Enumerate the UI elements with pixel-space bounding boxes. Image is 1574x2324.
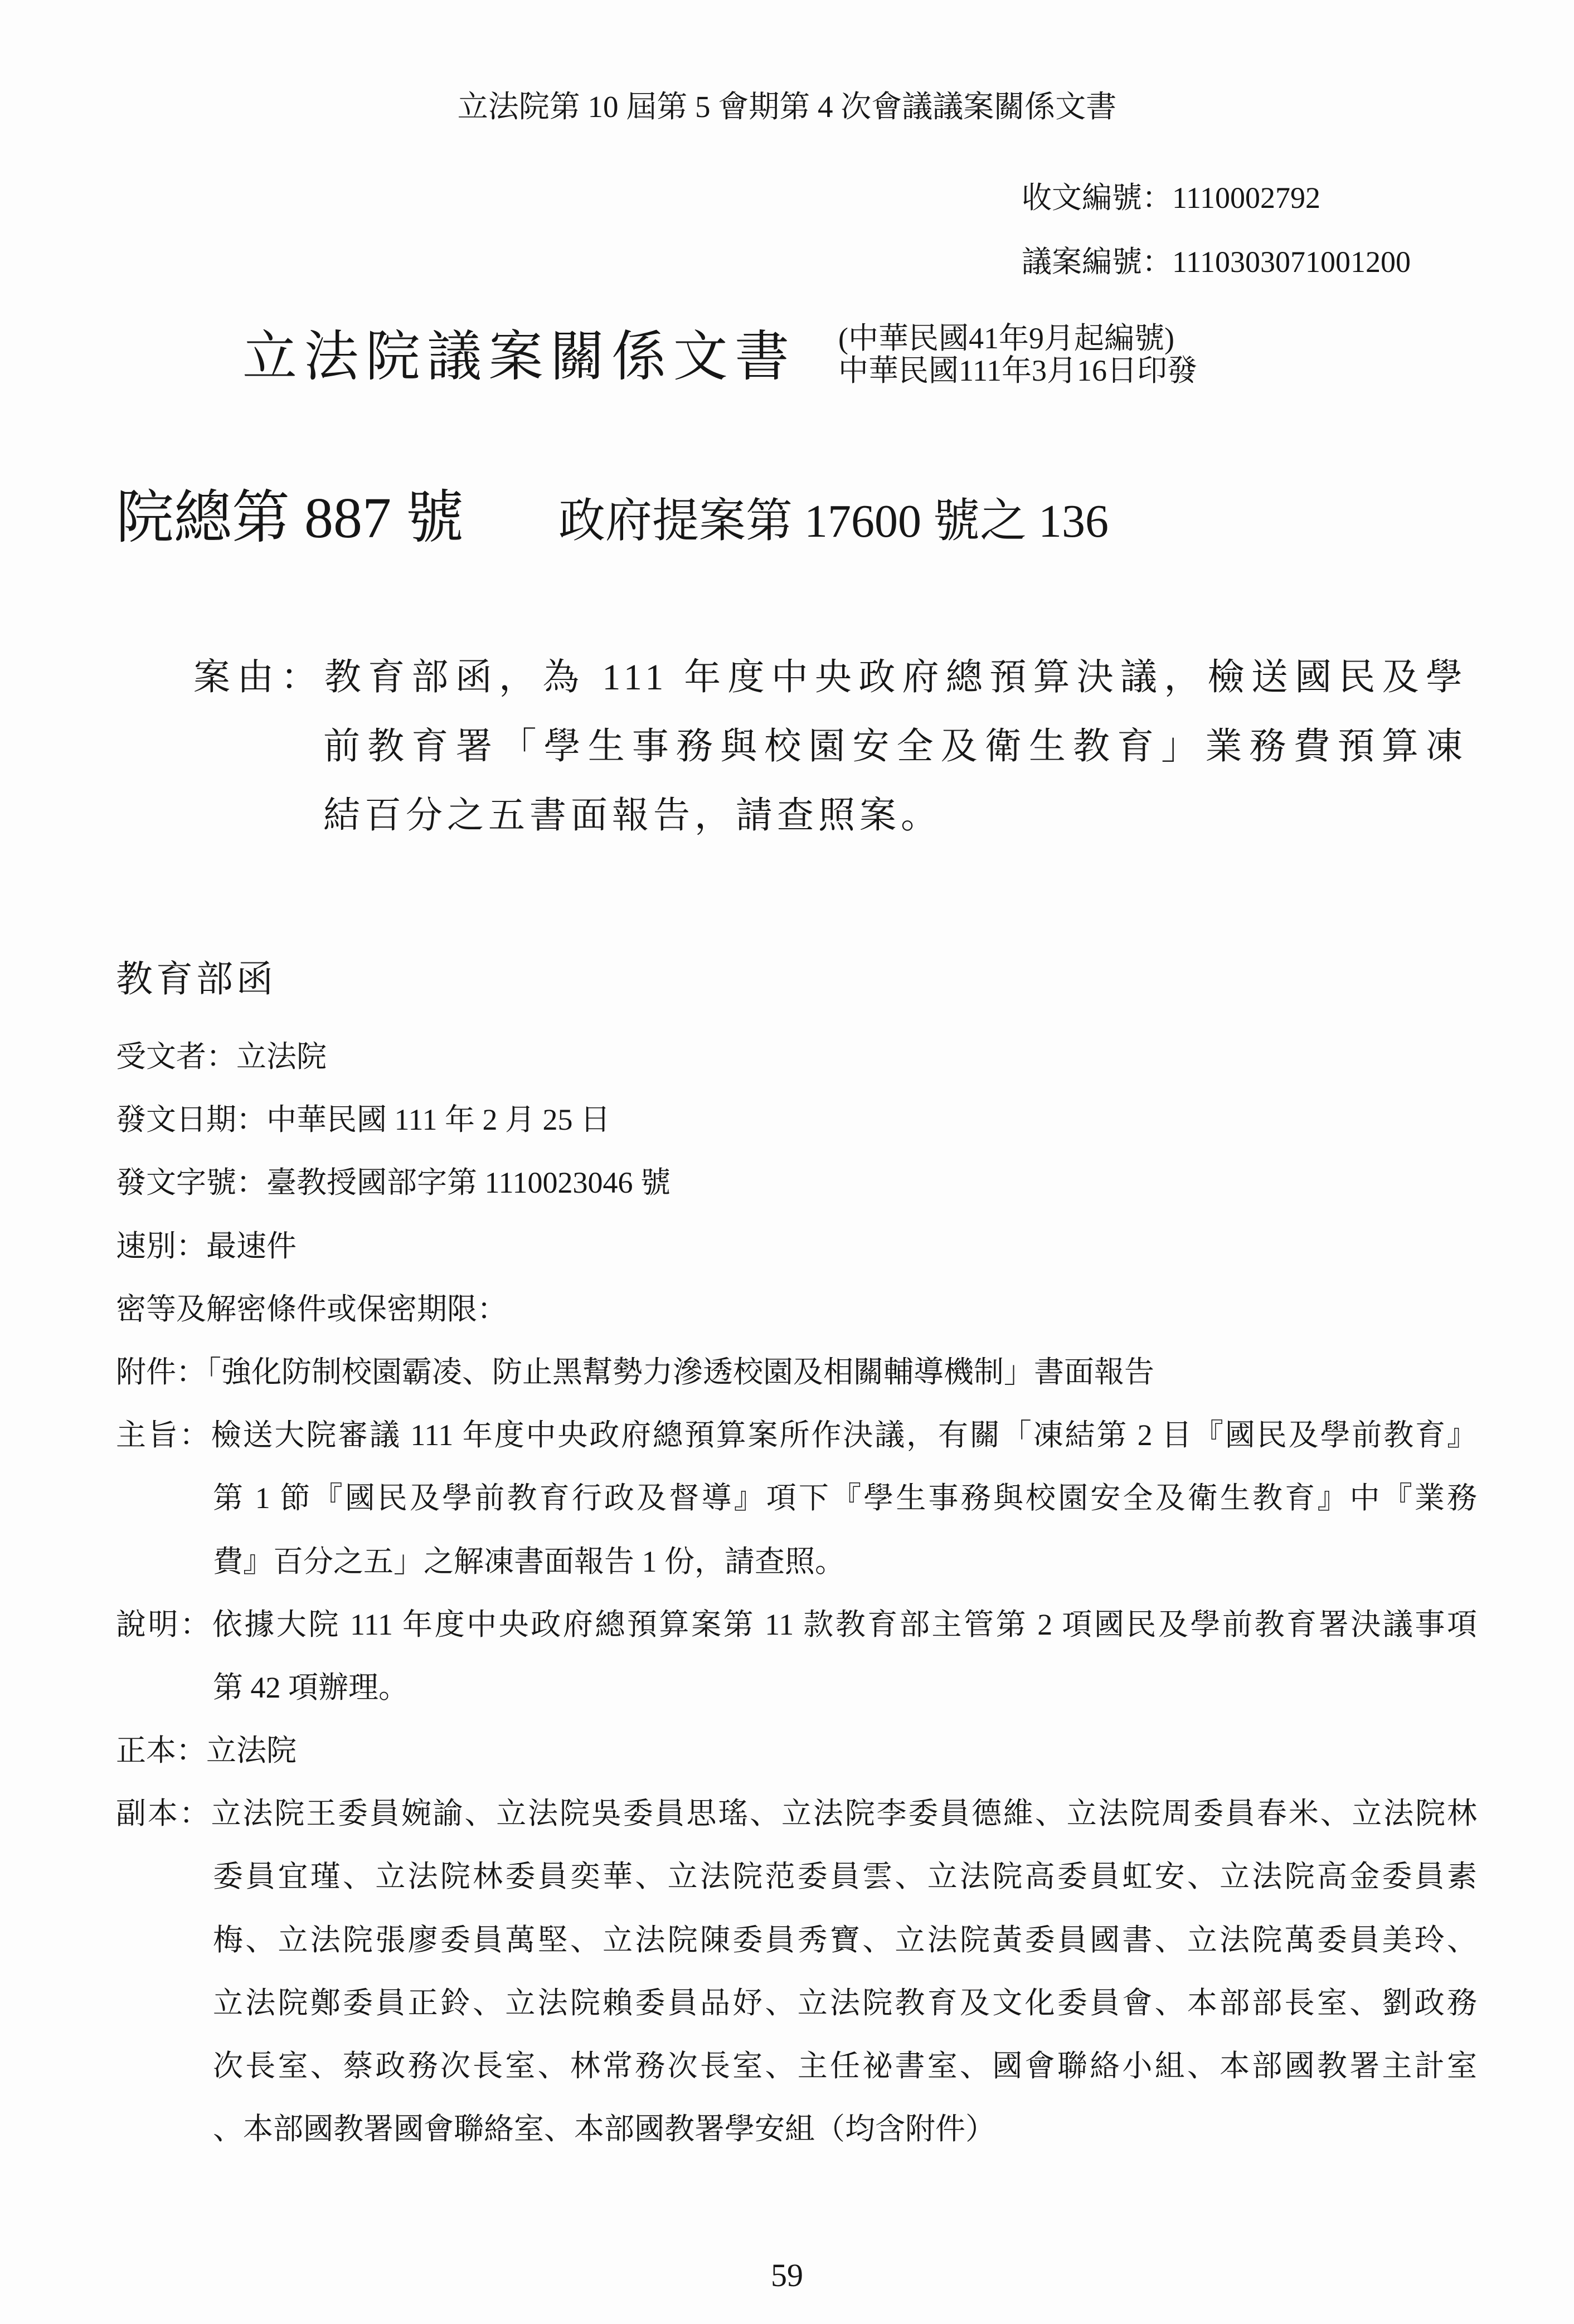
title-note (838, 322, 1197, 387)
issue-date-line: 發文日期：中華民國 111 年 2 月 25 日 (116, 1103, 610, 1137)
classification-line: 密等及解密條件或保密期限： (116, 1292, 507, 1326)
purpose-label: 主旨： (116, 1418, 211, 1452)
copies-line-1 (116, 1782, 1477, 1845)
print-date: 中華民國111年3月16日印發 (838, 354, 1197, 387)
original-recipient-line: 正本：立法院 (116, 1734, 297, 1768)
copies-line-4: 立法院鄭委員正鈴、立法院賴委員品妤、立法院教育及文化委員會、本部部長室、劉政務 (213, 1986, 1477, 2020)
purpose-line-3: 費』百分之五」之解凍書面報告 1 份，請查照。 (213, 1544, 845, 1578)
numbering-note: (中華民國41年9月起編號) (838, 322, 1174, 355)
copies-text-1: 立法院王委員婉諭、立法院吳委員思瑤、立法院李委員德維、立法院周委員春米、立法院林 (211, 1797, 1477, 1831)
explanation-label: 說明： (116, 1607, 212, 1641)
purpose-text-1: 檢送大院審議 111 年度中央政府總預算案所作決議，有關「凍結第 2 目『國民及學前教育』 (211, 1418, 1477, 1452)
purpose-line-1 (116, 1404, 1477, 1467)
attachment-line: 附件：「強化防制校園霸凌、防止黑幫勢力滲透校園及相關輔導機制」書面報告 (116, 1355, 1154, 1389)
copies-line-2: 委員宜瑾、立法院林委員奕華、立法院范委員雲、立法院高委員虹安、立法院高金委員素 (213, 1860, 1477, 1894)
subject-label: 案由： (193, 657, 324, 698)
subject-text-1: 教育部函，為 111 年度中央政府總預算決議，檢送國民及學 (324, 657, 1467, 698)
document-number-line: 發文字號：臺教授國部字第 1110023046 號 (116, 1166, 671, 1200)
copies-line-6: 、本部國教署國會聯絡室、本部國教署學安組（均含附件） (213, 2112, 995, 2146)
recipient-line: 受文者：立法院 (116, 1040, 327, 1073)
speed-line: 速別：最速件 (116, 1229, 297, 1263)
receipt-number: 收文編號：1110002792 (1022, 181, 1320, 215)
document-title: 立法院議案關係文書 (242, 327, 789, 387)
bill-number: 議案編號：1110303071001200 (1022, 245, 1411, 279)
explanation-line-1 (116, 1593, 1477, 1656)
government-proposal-number: 政府提案第 17600 號之 136 (558, 495, 1109, 547)
letter-heading: 教育部函 (116, 959, 276, 1000)
copies-line-3: 梅、立法院張廖委員萬堅、立法院陳委員秀寶、立法院黃委員國書、立法院萬委員美玲、 (213, 1923, 1477, 1957)
explanation-line-2: 第 42 項辦理。 (213, 1670, 409, 1704)
copies-label: 副本： (116, 1797, 211, 1831)
purpose-line-2: 第 1 節『國民及學前教育行政及督導』項下『學生事務與校園安全及衛生教育』中『業務 (213, 1481, 1477, 1515)
subject-line-2: 前教育署「學生事務與校園安全及衛生教育」業務費預算凍 (323, 726, 1467, 767)
letter-body (116, 1025, 1477, 2161)
subject-line-1 (193, 643, 1467, 712)
copies-line-5: 次長室、蔡政務次長室、林常務次長室、主任祕書室、國會聯絡小組、本部國教署主計室 (213, 2049, 1477, 2083)
session-header: 立法院第 10 屆第 5 會期第 4 次會議議案關係文書 (457, 90, 1117, 124)
explanation-text-1: 依據大院 111 年度中央政府總預算案第 11 款教育部主管第 2 項國民及學前教育署決議事項 (212, 1607, 1477, 1641)
general-case-number: 院總第 887 號 (116, 486, 464, 550)
subject-line-3: 結百分之五書面報告，請查照案。 (323, 795, 942, 836)
page-number: 59 (771, 2257, 803, 2293)
